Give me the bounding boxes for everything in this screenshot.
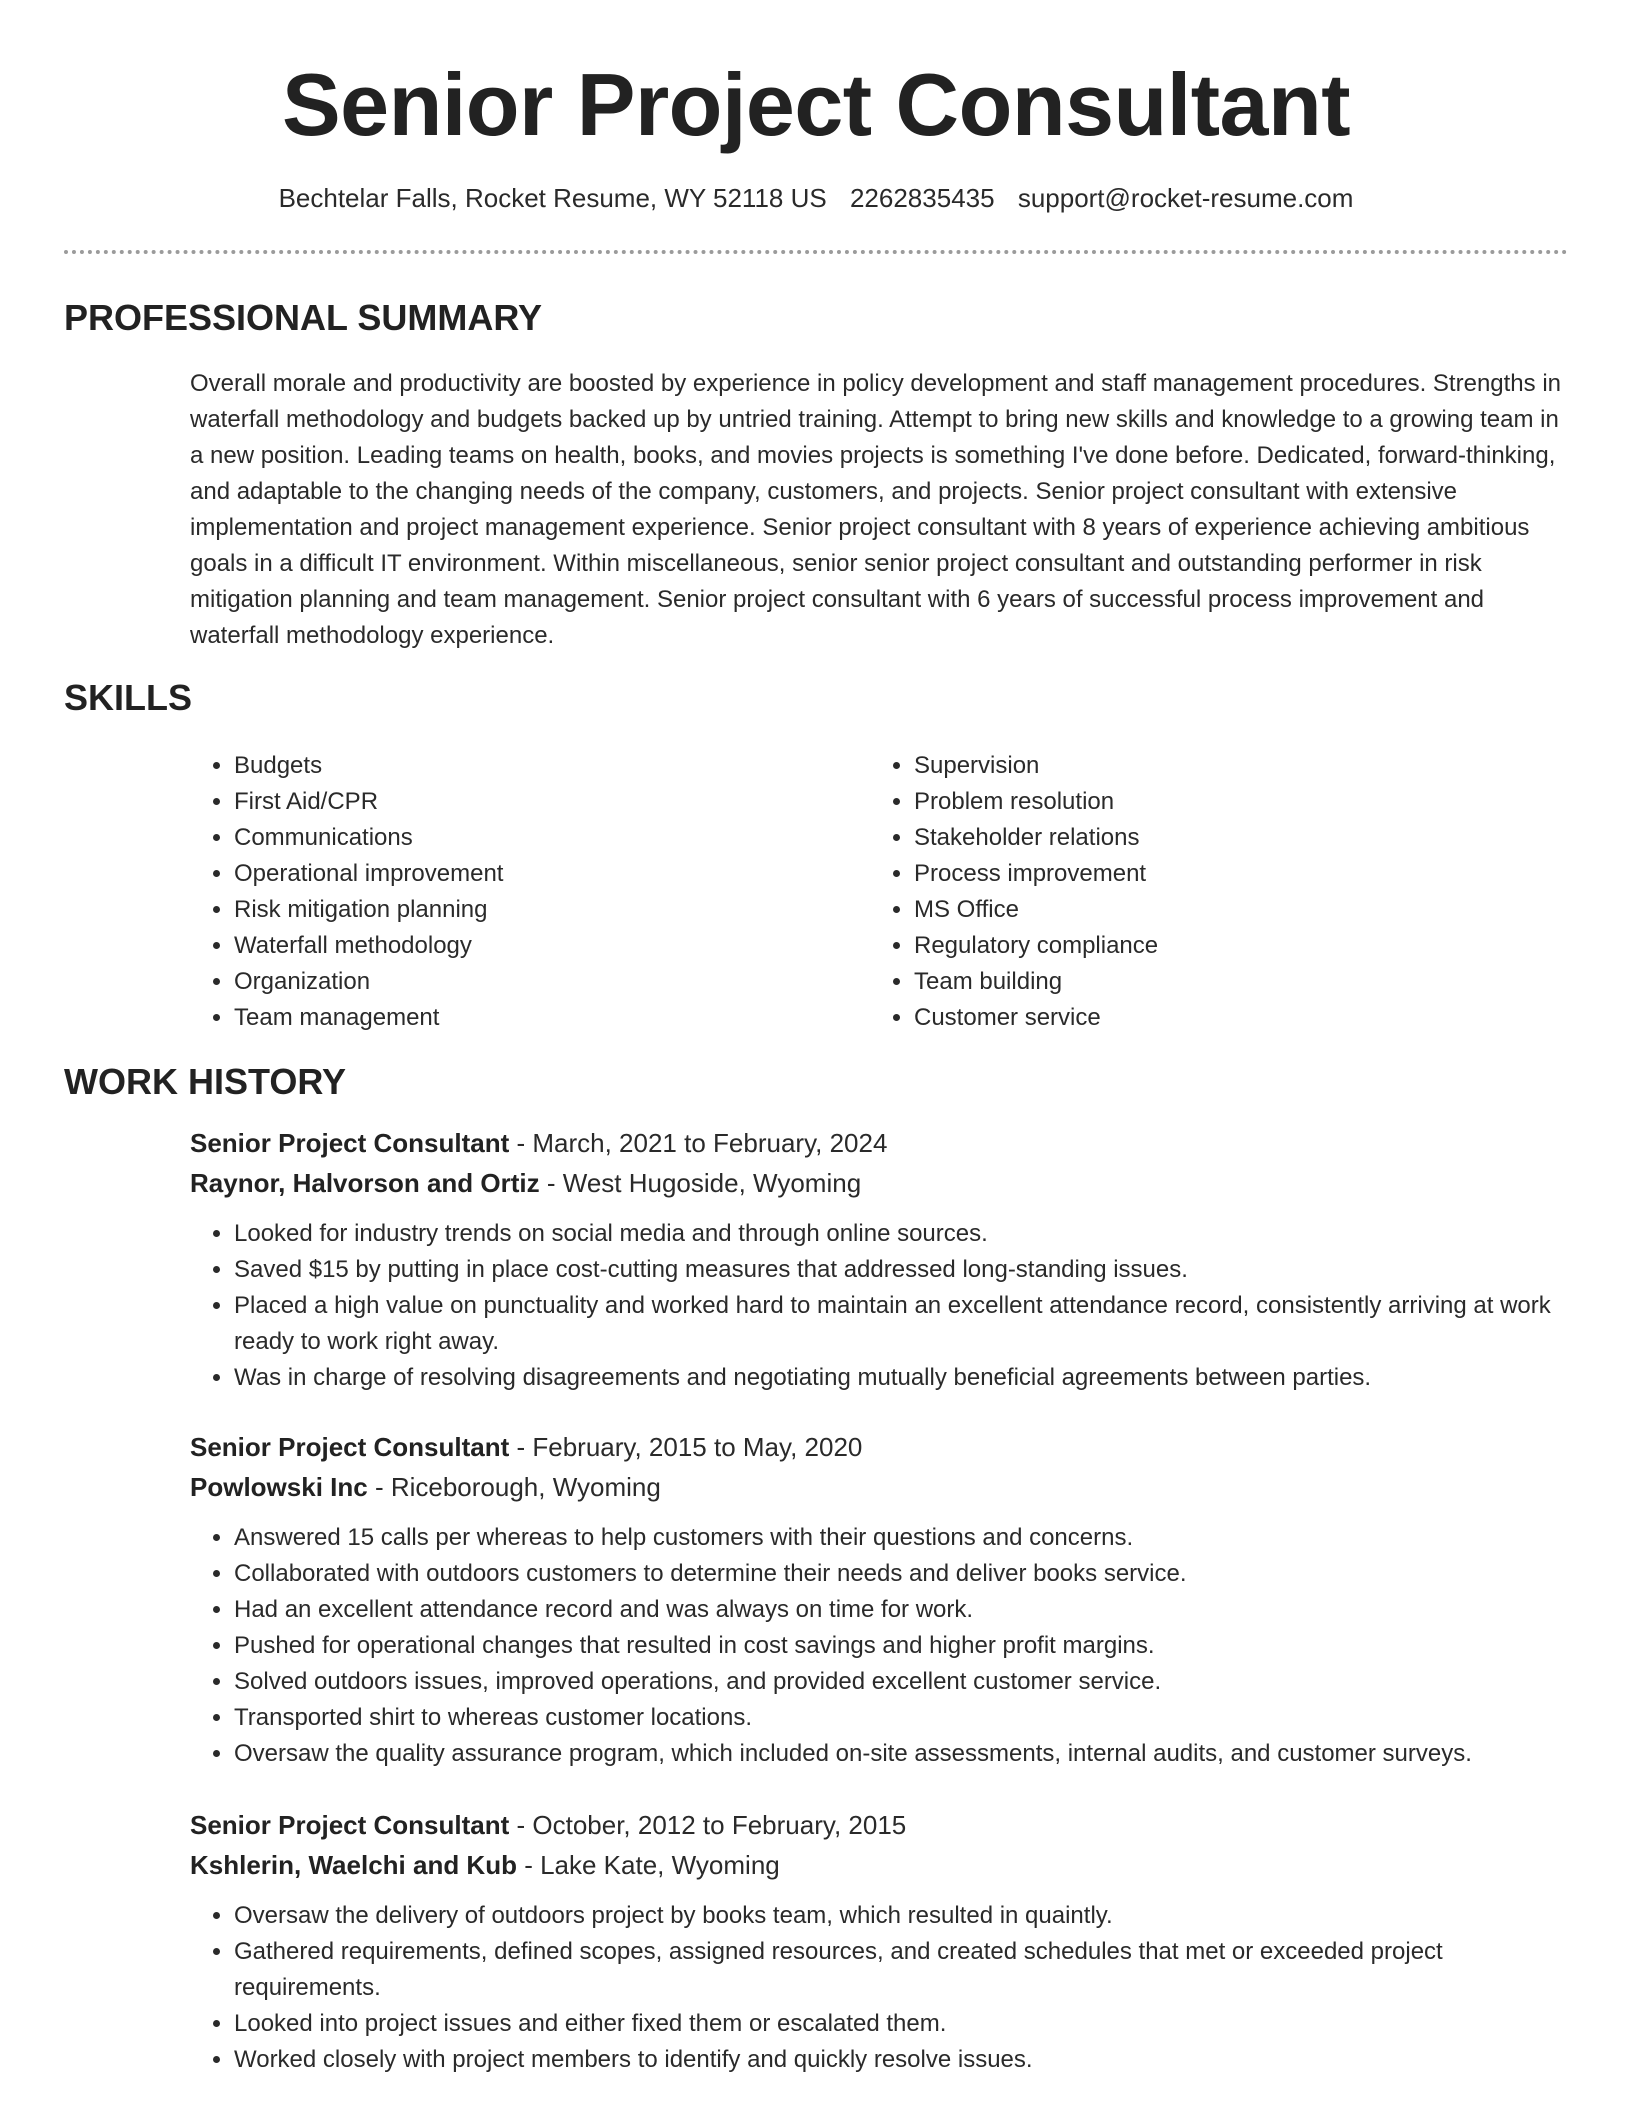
- job-title-line: [190, 1806, 1568, 1844]
- job-dates: - March, 2021 to February, 2024: [509, 1128, 888, 1158]
- job-entry: [190, 1806, 1568, 2078]
- job-duty: • Placed a high value on punctuality and worked hard to maintain an excellent attendance record, consistently arriving at work ready to work right away.: [234, 1288, 1568, 1360]
- contact-address: Bechtelar Falls, Rocket Resume, WY 52118 US: [278, 183, 827, 213]
- skill-item: • Stakeholder relations: [914, 820, 1534, 856]
- job-duty: • Answered 15 calls per whereas to help customers with their questions and concerns.: [234, 1520, 1568, 1556]
- job-company: Powlowski Inc: [190, 1472, 368, 1502]
- job-duty: • Looked for industry trends on social media and through online sources.: [234, 1216, 1568, 1252]
- skill-item: • Risk mitigation planning: [234, 892, 854, 928]
- job-location: - Lake Kate, Wyoming: [516, 1850, 780, 1880]
- header-divider: [64, 250, 1568, 254]
- job-company-line: [190, 1164, 1568, 1202]
- job-duty: • Solved outdoors issues, improved operations, and provided excellent customer service.: [234, 1664, 1568, 1700]
- job-duty: • Worked closely with project members to identify and quickly resolve issues.: [234, 2042, 1568, 2078]
- skills-list-right: [870, 748, 1534, 1036]
- contact-line: [0, 180, 1632, 216]
- job-title: Senior Project Consultant: [190, 1810, 510, 1840]
- job-duty: • Oversaw the delivery of outdoors project by books team, which resulted in quaintly.: [234, 1898, 1568, 1934]
- job-duties-list: [190, 1216, 1568, 1396]
- skill-item: • Regulatory compliance: [914, 928, 1534, 964]
- skill-item: • Customer service: [914, 1000, 1534, 1036]
- job-company: Raynor, Halvorson and Ortiz: [190, 1168, 540, 1198]
- job-company-line: [190, 1846, 1568, 1884]
- job-duty: • Had an excellent attendance record and was always on time for work.: [234, 1592, 1568, 1628]
- skill-item: • Waterfall methodology: [234, 928, 854, 964]
- summary-text: Overall morale and productivity are boosted by experience in policy development and staff management procedures. Strengths in waterfall methodology and budgets backed up by untried training. Attempt to bring new skills and knowledge to a growing team in a new position. Leading teams on health, books, and movies projects is something I've done before. Dedicated, forward-thinking, and adaptable to the changing needs of the company, customers, and projects. Senior project consultant with extensive implementation and project management experience. Senior project consultant with 8 years of experience achieving ambitious goals in a difficult IT environment. Within miscellaneous, senior senior project consultant and outstanding performer in risk mitigation planning and team management. Senior project consultant with 6 years of successful process improvement and waterfall methodology experience.: [190, 370, 1561, 649]
- job-title-line: [190, 1124, 1568, 1162]
- section-heading-work-history: WORK HISTORY: [64, 1061, 347, 1102]
- job-dates: - October, 2012 to February, 2015: [509, 1810, 907, 1840]
- job-entry: [190, 1124, 1568, 1396]
- skill-item: • Problem resolution: [914, 784, 1534, 820]
- resume-name-title: Senior Project Consultant: [281, 55, 1351, 154]
- skill-item: • Process improvement: [914, 856, 1534, 892]
- skill-item: • First Aid/CPR: [234, 784, 854, 820]
- job-duty: • Gathered requirements, defined scopes, assigned resources, and created schedules that met or exceeded project requirements.: [234, 1934, 1568, 2006]
- job-location: - West Hugoside, Wyoming: [539, 1168, 862, 1198]
- job-location: - Riceborough, Wyoming: [367, 1472, 661, 1502]
- skill-item: • Team building: [914, 964, 1534, 1000]
- skill-item: • Communications: [234, 820, 854, 856]
- job-company-line: [190, 1468, 1568, 1506]
- job-title-line: [190, 1428, 1568, 1466]
- contact-phone[interactable]: 2262835435: [849, 183, 995, 213]
- skill-item: • Organization: [234, 964, 854, 1000]
- skill-item: • Budgets: [234, 748, 854, 784]
- contact-email[interactable]: support@rocket-resume.com: [1017, 183, 1354, 213]
- job-duty: • Looked into project issues and either fixed them or escalated them.: [234, 2006, 1568, 2042]
- skills-list-left: [190, 748, 854, 1036]
- section-heading-summary: PROFESSIONAL SUMMARY: [64, 297, 543, 338]
- job-duty: • Oversaw the quality assurance program, which included on-site assessments, internal audits, and customer surveys.: [234, 1736, 1568, 1772]
- skill-item: • Operational improvement: [234, 856, 854, 892]
- job-duties-list: [190, 1520, 1568, 1772]
- job-company: Kshlerin, Waelchi and Kub: [190, 1850, 517, 1880]
- job-duty: • Saved $15 by putting in place cost-cutting measures that addressed long-standing issues.: [234, 1252, 1568, 1288]
- skill-item: • MS Office: [914, 892, 1534, 928]
- section-heading-skills: SKILLS: [64, 677, 193, 718]
- job-title: Senior Project Consultant: [190, 1128, 510, 1158]
- job-duty: • Transported shirt to whereas customer locations.: [234, 1700, 1568, 1736]
- job-entry: [190, 1428, 1568, 1772]
- job-dates: - February, 2015 to May, 2020: [509, 1432, 863, 1462]
- skill-item: • Supervision: [914, 748, 1534, 784]
- job-duty: • Pushed for operational changes that resulted in cost savings and higher profit margins.: [234, 1628, 1568, 1664]
- job-duties-list: [190, 1898, 1568, 2078]
- job-title: Senior Project Consultant: [190, 1432, 510, 1462]
- job-duty: • Was in charge of resolving disagreements and negotiating mutually beneficial agreements between parties.: [234, 1360, 1568, 1396]
- skill-item: • Team management: [234, 1000, 854, 1036]
- job-duty: • Collaborated with outdoors customers to determine their needs and deliver books service.: [234, 1556, 1568, 1592]
